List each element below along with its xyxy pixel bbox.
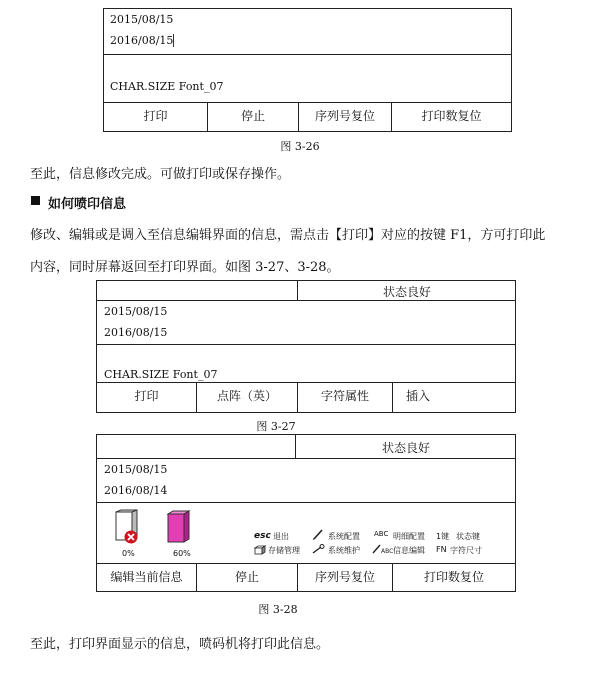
date-line-1: 2015/08/15 <box>104 305 168 318</box>
divider <box>392 382 393 413</box>
divider <box>96 563 516 564</box>
char-size-label: CHAR.SIZE Font_07 <box>104 368 218 381</box>
char-attr-button[interactable]: 字符属性 <box>320 389 369 403</box>
edit-current-info-button[interactable]: 编辑当前信息 <box>110 570 183 584</box>
bullet-square-icon <box>31 196 40 205</box>
date-line-1: 2015/08/15 <box>104 463 168 476</box>
ink-level-value: 0% <box>122 549 135 558</box>
char-size-label: CHAR.SIZE Font_07 <box>110 80 224 93</box>
paragraph: 修改、编辑或是调入至信息编辑界面的信息，需点击【打印】对应的按键 F1，方可打印此 <box>30 228 546 243</box>
print-count-reset-button[interactable]: 打印数复位 <box>421 109 482 123</box>
date-line-1: 2015/08/15 <box>110 13 174 26</box>
print-count-reset-button[interactable]: 打印数复位 <box>423 570 484 584</box>
divider <box>96 502 516 503</box>
divider <box>96 458 516 459</box>
solvent-level-value: 60% <box>173 549 191 558</box>
figure-caption: 图 3-28 <box>258 603 298 616</box>
section-heading: 如何喷印信息 <box>48 197 127 212</box>
pen-icon <box>312 529 324 540</box>
date-line-2: 2016/08/15 <box>104 326 168 339</box>
paragraph: 内容，同时屏幕返回至打印界面。如图 3-27、3-28。 <box>30 260 340 275</box>
figure-caption: 图 3-27 <box>256 420 296 433</box>
svg-text:ABC: ABC <box>381 548 394 555</box>
stop-button[interactable]: 停止 <box>240 109 265 123</box>
status-key-label[interactable]: 状态键 <box>456 532 480 541</box>
divider <box>96 382 516 383</box>
disk-icon <box>254 545 266 555</box>
date-line-2: 2016/08/15 <box>110 34 174 47</box>
abc-icon: ABC <box>374 530 389 538</box>
insert-button[interactable]: 插入 <box>406 389 431 403</box>
divider <box>96 344 516 345</box>
status-label: 状态良好 <box>381 441 430 455</box>
stop-button[interactable]: 停止 <box>234 570 259 584</box>
divider <box>103 102 512 103</box>
fn-key-label: FN <box>436 545 447 554</box>
info-edit-label[interactable]: 信息编辑 <box>393 546 425 555</box>
storage-manage-label[interactable]: 存储管理 <box>268 546 300 555</box>
edit-info-icon <box>372 544 394 555</box>
solvent-bottle-icon <box>164 510 194 546</box>
text-cursor <box>173 34 174 47</box>
char-size-label[interactable]: 字符尺寸 <box>450 546 482 555</box>
esc-key-label: esc <box>254 531 271 541</box>
divider <box>103 54 512 55</box>
ink-bottle-empty-icon <box>112 510 142 546</box>
divider <box>96 300 516 301</box>
detail-config-label[interactable]: 明细配置 <box>393 532 425 541</box>
exit-label[interactable]: 退出 <box>273 532 289 541</box>
status-label: 状态良好 <box>382 285 431 299</box>
paragraph: 至此，打印界面显示的信息，喷码机将打印此信息。 <box>30 637 330 652</box>
system-config-label[interactable]: 系统配置 <box>328 532 360 541</box>
wrench-icon <box>312 544 325 554</box>
print-button[interactable]: 打印 <box>134 389 159 403</box>
paragraph: 至此，信息修改完成。可做打印或保存操作。 <box>30 167 291 182</box>
dot-matrix-button[interactable]: 点阵（英） <box>216 389 277 403</box>
system-maint-label[interactable]: 系统维护 <box>328 546 360 555</box>
date-line-2: 2016/08/14 <box>104 484 168 497</box>
serial-reset-button[interactable]: 序列号复位 <box>314 570 375 584</box>
key1-label: 1键 <box>436 532 450 541</box>
serial-reset-button[interactable]: 序列号复位 <box>314 109 375 123</box>
figure-caption: 图 3-26 <box>280 140 320 153</box>
print-button[interactable]: 打印 <box>143 109 168 123</box>
